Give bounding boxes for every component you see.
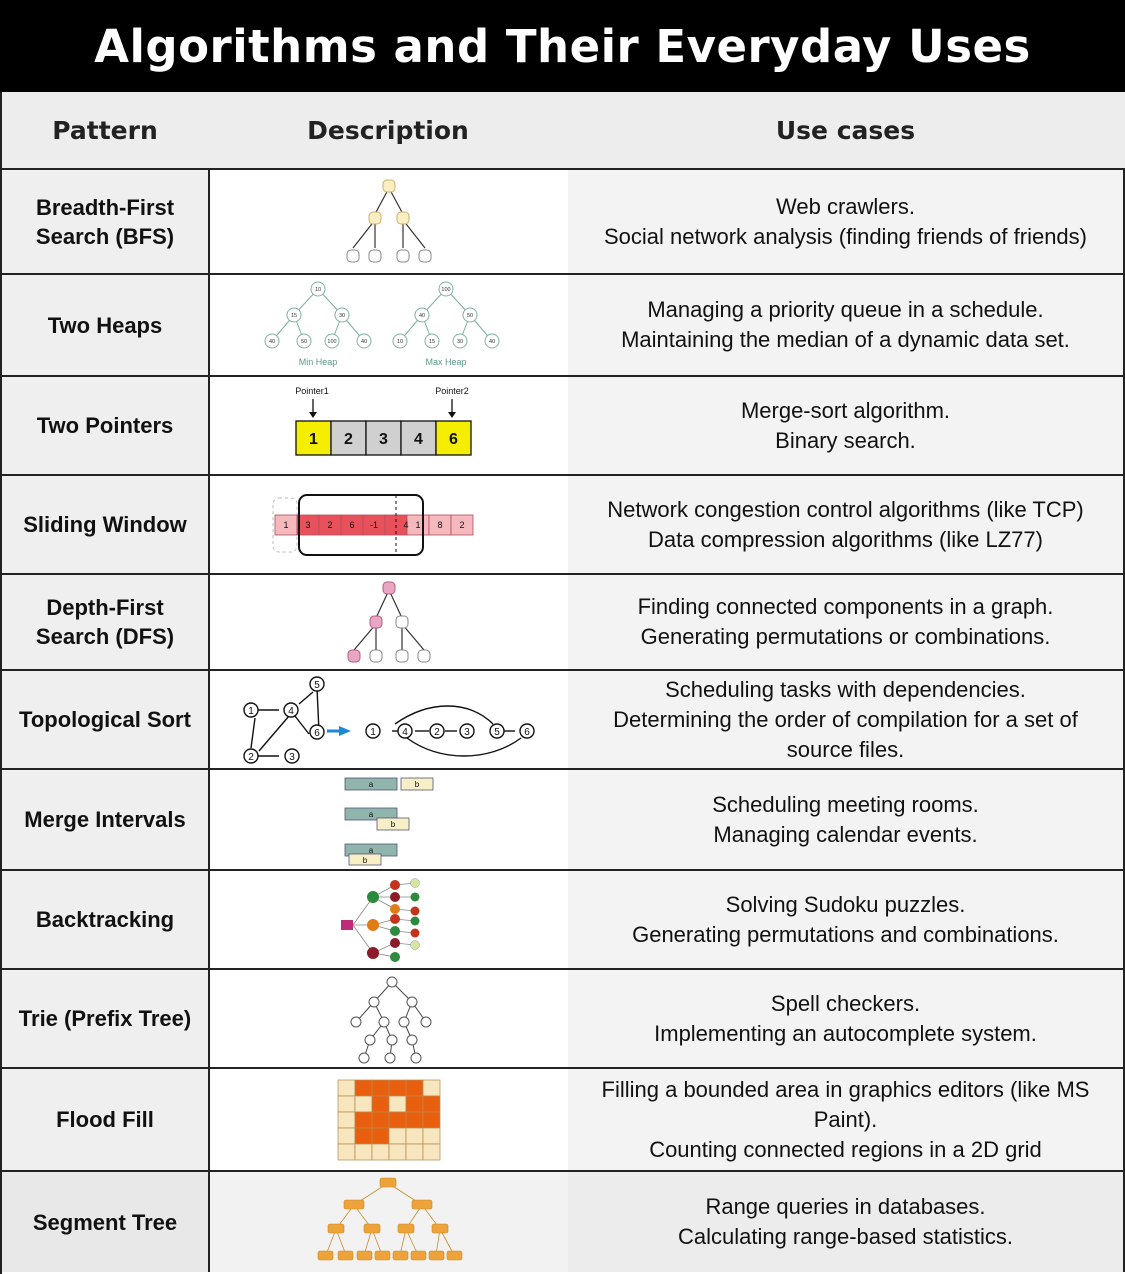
flood-fill-cell (423, 1080, 440, 1096)
use-case-line: Managing calendar events. (713, 821, 978, 847)
pointer2-label: Pointer2 (435, 385, 469, 396)
flood-fill-cell (338, 1144, 355, 1160)
segment-tree-diagram (208, 1172, 570, 1272)
table-header (2, 92, 1125, 170)
min-heap-label: Min Heap (298, 357, 338, 367)
table-row (2, 770, 1125, 871)
table-row (2, 970, 1125, 1069)
window-cell-label: 3 (305, 519, 311, 530)
flood-fill-cell (372, 1080, 389, 1096)
use-case-line: Scheduling tasks with dependencies. (665, 676, 1026, 702)
heaps-graphic (264, 281, 514, 369)
table-row (2, 170, 1125, 275)
heap-node-label: 10 (396, 339, 404, 345)
use-case-line: Implementing an autocomplete system. (654, 1020, 1037, 1046)
use-case-line: Determining the order of compilation for a set of (613, 706, 1078, 732)
table-row (2, 377, 1125, 476)
use-cases (568, 970, 1125, 1067)
heap-node-label: 50 (300, 339, 308, 345)
flood-fill-cell (389, 1080, 406, 1096)
use-case-line: Managing a priority queue in a schedule. (647, 297, 1044, 322)
dfs-tree-graphic (334, 578, 444, 666)
pattern-name: Flood Fill (2, 1069, 208, 1170)
flood-fill-cell (406, 1128, 423, 1144)
pattern-name: Topological Sort (2, 671, 208, 768)
use-case-line: Generating permutations and combinations. (632, 921, 1059, 947)
use-cases (568, 1172, 1125, 1272)
use-case-line: Solving Sudoku puzzles. (725, 891, 966, 917)
table-row (2, 671, 1125, 770)
topo-order-label: 6 (524, 726, 530, 738)
use-cases (568, 770, 1125, 869)
heap-node-label: 10 (314, 287, 322, 293)
heap-node-label: 40 (488, 339, 496, 345)
interval-label: a (368, 779, 374, 789)
flood-fill-cell (389, 1144, 406, 1160)
topo-node-label: 1 (248, 705, 254, 717)
use-cases (568, 671, 1125, 768)
flood-fill-cell (423, 1128, 440, 1144)
interval-label: b (362, 855, 368, 865)
header-description: Description (307, 115, 469, 145)
use-case-line: Data compression algorithms (like LZ77) (648, 526, 1043, 552)
bfs-diagram (208, 170, 570, 273)
flood-fill-cell (372, 1128, 389, 1144)
two-heaps-diagram (208, 275, 570, 375)
use-case-line: Calculating range-based statistics. (677, 1224, 1014, 1249)
use-case-line: source files. (786, 736, 905, 762)
topo-node-label: 2 (248, 751, 254, 763)
backtracking-graphic (339, 875, 439, 965)
trie-diagram (208, 970, 570, 1067)
use-case-line: Binary search. (775, 427, 916, 453)
flood-fill-diagram (208, 1069, 570, 1170)
pattern-name: Merge Intervals (2, 770, 208, 869)
window-cell-label: 4 (403, 519, 409, 530)
heap-node-label: 100 (327, 339, 337, 345)
header-use-cases: Use cases (775, 115, 916, 145)
flood-fill-cell (389, 1128, 406, 1144)
flood-fill-cell (372, 1096, 389, 1112)
use-case-line: Network congestion control algorithms (like TCP) (607, 496, 1084, 522)
flood-fill-cell (406, 1112, 423, 1128)
topo-order-label: 5 (494, 726, 500, 738)
use-case-line: Spell checkers. (770, 990, 921, 1016)
use-case-line: Social network analysis (finding friends of friends) (603, 223, 1087, 249)
algorithms-table (0, 92, 1125, 1274)
topological-sort-diagram (208, 671, 570, 768)
two-pointers-diagram (208, 377, 570, 474)
use-cases (568, 871, 1125, 968)
array-cell-label: 6 (449, 430, 458, 448)
window-cell-label: 6 (349, 519, 355, 530)
pattern-name: Two Heaps (2, 275, 208, 375)
heap-node-label: 15 (290, 313, 298, 319)
use-case-line: Scheduling meeting rooms. (712, 791, 979, 817)
use-case-line: Counting connected regions in a 2D grid (649, 1136, 1042, 1162)
window-cell-label: 2 (327, 519, 333, 530)
table-row (2, 871, 1125, 970)
topo-node-label: 3 (289, 751, 295, 763)
use-cases (568, 377, 1125, 474)
flood-fill-cell (423, 1096, 440, 1112)
flood-fill-cell (355, 1128, 372, 1144)
topo-order-label: 3 (464, 726, 470, 738)
flood-fill-cell (355, 1096, 372, 1112)
flood-fill-cell (355, 1112, 372, 1128)
window-cell-label: 8 (437, 519, 443, 530)
flood-fill-cell (338, 1112, 355, 1128)
flood-fill-cell (338, 1128, 355, 1144)
flood-fill-cell (389, 1096, 406, 1112)
table-row (2, 476, 1125, 575)
flood-fill-cell (389, 1112, 406, 1128)
flood-fill-cell (406, 1096, 423, 1112)
use-cases (568, 575, 1125, 669)
bfs-tree-graphic (329, 174, 449, 270)
flood-fill-cell (423, 1144, 440, 1160)
heap-node-label: 40 (360, 339, 368, 345)
interval-label: b (390, 819, 396, 829)
flood-fill-cell (338, 1096, 355, 1112)
topo-order-label: 1 (370, 726, 376, 738)
heap-node-label: 40 (268, 339, 276, 345)
header-pattern: Pattern (52, 115, 158, 145)
array-cell-label: 1 (309, 430, 318, 448)
array-cell-label: 3 (379, 430, 388, 448)
topo-node-label: 6 (314, 727, 320, 739)
table-row (2, 1172, 1125, 1272)
flood-fill-cell (372, 1144, 389, 1160)
window-cell-label: 1 (283, 519, 289, 530)
intervals-graphic (339, 774, 439, 866)
topo-order-label: 4 (402, 726, 408, 738)
flood-fill-cell (338, 1080, 355, 1096)
flood-fill-grid (335, 1077, 443, 1163)
pattern-name: Sliding Window (2, 476, 208, 573)
use-case-line: Generating permutations or combinations. (640, 624, 1051, 649)
dfs-diagram (208, 575, 570, 669)
use-cases (568, 476, 1125, 573)
table-row (2, 575, 1125, 671)
pattern-name: Segment Tree (2, 1172, 208, 1272)
heap-node-label: 40 (418, 313, 426, 319)
heap-node-label: 50 (466, 313, 474, 319)
pattern-name: Depth-First Search (DFS) (2, 575, 208, 669)
topo-order-label: 2 (434, 726, 440, 738)
use-case-line: Web crawlers. (776, 193, 915, 219)
interval-label: b (414, 779, 420, 789)
use-cases (568, 275, 1125, 375)
topo-node-label: 5 (314, 679, 320, 691)
flood-fill-cell (355, 1080, 372, 1096)
flood-fill-cell (355, 1144, 372, 1160)
window-cell-label: 1 (415, 519, 421, 530)
pattern-name: Breadth-First Search (BFS) (2, 170, 208, 273)
use-case-line: Maintaining the median of a dynamic data set. (621, 327, 1070, 352)
heap-node-label: 30 (456, 339, 464, 345)
use-cases (568, 170, 1125, 273)
interval-label: a (368, 845, 374, 855)
pattern-name: Two Pointers (2, 377, 208, 474)
flood-fill-cell (406, 1080, 423, 1096)
max-heap-label: Max Heap (425, 357, 467, 367)
pattern-name: Trie (Prefix Tree) (2, 970, 208, 1067)
use-case-line: Range queries in databases. (705, 1194, 986, 1219)
window-graphic (269, 490, 509, 560)
table-row (2, 275, 1125, 377)
use-case-line: Paint). (813, 1106, 878, 1132)
use-cases (568, 1069, 1125, 1170)
heap-node-label: 100 (441, 287, 451, 293)
window-cell-label: 2 (459, 519, 465, 530)
flood-fill-cell (372, 1112, 389, 1128)
pattern-name: Backtracking (2, 871, 208, 968)
heap-node-label: 30 (338, 313, 346, 319)
table-row (2, 1069, 1125, 1172)
array-cell-label: 2 (344, 430, 353, 448)
trie-graphic (334, 974, 444, 1064)
interval-label: a (368, 809, 374, 819)
pointers-graphic (294, 385, 484, 467)
pointer1-label: Pointer1 (295, 385, 329, 396)
topo-graphic (239, 676, 539, 764)
topo-node-label: 4 (288, 705, 294, 717)
segment-tree-graphic (314, 1175, 464, 1269)
page-title: Algorithms and Their Everyday Uses (94, 19, 1031, 73)
flood-fill-cell (423, 1112, 440, 1128)
use-case-line: Finding connected components in a graph. (637, 594, 1054, 619)
heap-node-label: 15 (428, 339, 436, 345)
use-case-line: Filling a bounded area in graphics editors (like MS (601, 1076, 1090, 1102)
sliding-window-diagram (208, 476, 570, 573)
title-bar (0, 0, 1125, 92)
backtracking-diagram (208, 871, 570, 968)
merge-intervals-diagram (208, 770, 570, 869)
array-cell-label: 4 (414, 430, 423, 448)
window-cell-label: -1 (369, 519, 379, 530)
use-case-line: Merge-sort algorithm. (740, 397, 951, 423)
flood-fill-cell (406, 1144, 423, 1160)
